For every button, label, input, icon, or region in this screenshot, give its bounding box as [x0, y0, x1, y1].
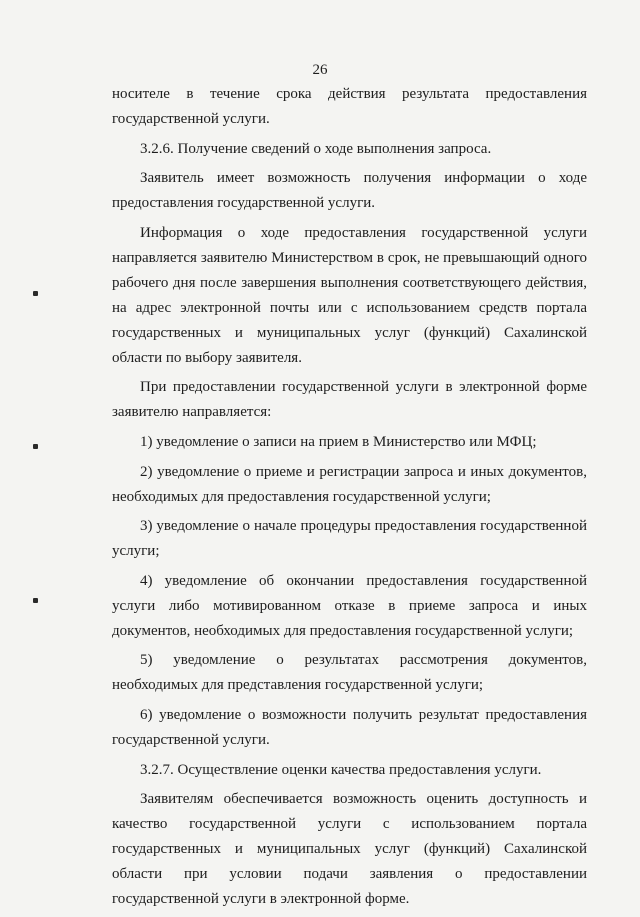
- paragraph: При предоставлении государственной услуги в электронной форме заявителю направляется:: [112, 379, 587, 421]
- paragraph-continuation: носителе в течение срока действия результата предоставления государственной услуги.: [112, 86, 587, 127]
- section-heading-3-2-6: 3.2.6. Получение сведений о ходе выполнения запроса.: [140, 140, 492, 157]
- scan-mark: [33, 444, 38, 449]
- scan-mark: [33, 598, 38, 603]
- list-item-4: 4) уведомление об окончании предоставления государственной услуги либо мотивированном отказе в приеме запроса и иных документов, необходимых для предоставления государственной услуги;: [112, 572, 587, 639]
- paragraph: Заявителям обеспечивается возможность оценить доступность и качество государственной услуги с использованием портала государственных и муниципальных услуг (функций) Сахалинской области при условии подачи заявления о предоставлении государственной услуги в электронной форме.: [112, 791, 587, 908]
- list-item-5: 5) уведомление о результатах рассмотрения документов, необходимых для представления государственной услуги;: [112, 652, 587, 694]
- scan-mark: [33, 291, 38, 296]
- document-body: [112, 82, 587, 917]
- list-item-1: 1) уведомление о записи на прием в Министерство или МФЦ;: [140, 433, 537, 450]
- section-heading-3-2-7: 3.2.7. Осуществление оценки качества предоставления услуги.: [140, 761, 542, 778]
- list-item-6: 6) уведомление о возможности получить результат предоставления государственной услуги.: [112, 706, 587, 748]
- paragraph: Заявитель имеет возможность получения информации о ходе предоставления государственной услуги.: [112, 170, 587, 212]
- page-number: 26: [312, 62, 328, 78]
- list-item-2: 2) уведомление о приеме и регистрации запроса и иных документов, необходимых для предоставления государственной услуги;: [112, 463, 587, 505]
- list-item-3: 3) уведомление о начале процедуры предоставления государственной услуги;: [112, 518, 587, 560]
- paragraph: Информация о ходе предоставления государственной услуги направляется заявителю Министерством в срок, не превышающий одного рабочего дня после завершения выполнения соответствующего действия, на адрес электронной почты или с использованием средств портала государственных и муниципальных услуг (функций) Сахалинской области по выбору заявителя.: [112, 224, 587, 366]
